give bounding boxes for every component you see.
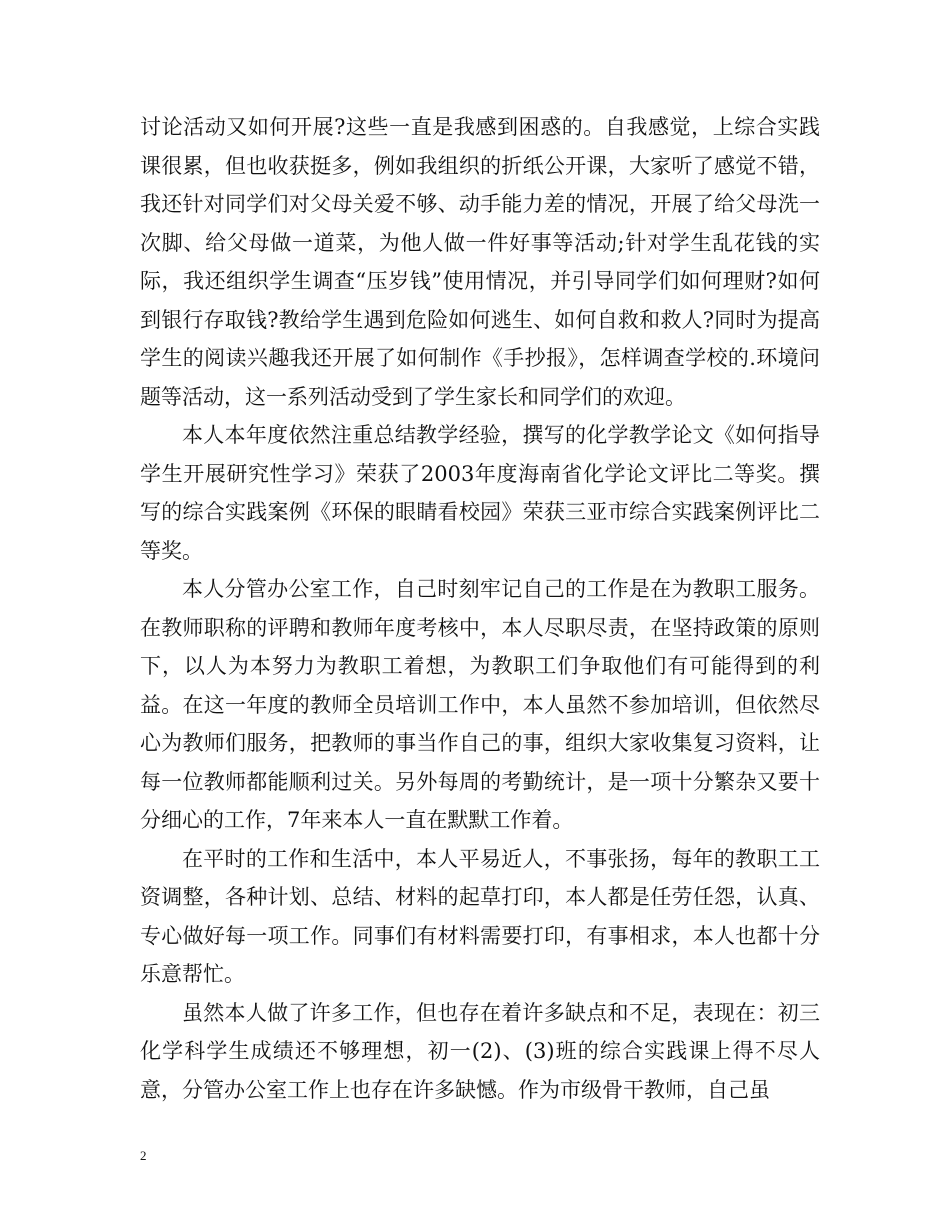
paragraph-shortcomings: 虽然本人做了许多工作，但也存在着许多缺点和不足，表现在：初三化学科学生成绩还不够理想，初一(2)、(3)班的综合实践课上得不尽人意，分管办公室工作上也存在许多缺憾。作为市级骨干教师，自己虽 [140,1000,820,1102]
document-body [140,108,820,1109]
paragraph-activities: 讨论活动又如何开展?这些一直是我感到困惑的。自我感觉，上综合实践课很累，但也收获挺多，例如我组织的折纸公开课，大家听了感觉不错，我还针对同学们对父母关爱不够、动手能力差的情况，开展了给父母洗一次脚、给父母做一道菜，为他人做一件好事等活动;针对学生乱花钱的实际，我还组织学生调查“压岁钱”使用情况，并引导同学们如何理财?如何到银行存取钱?教给学生遇到危险如何逃生、如何自救和救人?同时为提高学生的阅读兴趣我还开展了如何制作《手抄报》，怎样调查学校的.环境问题等活动，这一系列活动受到了学生家长和同学们的欢迎。 [140,115,820,409]
paragraph-teaching-papers: 本人本年度依然注重总结教学经验，撰写的化学教学论文《如何指导学生开展研究性学习》荣获了2003年度海南省化学论文评比二等奖。撰写的综合实践案例《环保的眼睛看校园》荣获三亚市综合实践案例评比二等奖。 [140,423,820,563]
paragraph-daily-conduct: 在平时的工作和生活中，本人平易近人，不事张扬，每年的教职工工资调整，各种计划、总结、材料的起草打印，本人都是任劳任怨，认真、专心做好每一项工作。同事们有材料需要打印，有事相求，本人也都十分乐意帮忙。 [140,846,820,986]
page-number: 2 [140,1148,147,1163]
paragraph-office-work: 本人分管办公室工作，自己时刻牢记自己的工作是在为教职工服务。在教师职称的评聘和教师年度考核中，本人尽职尽责，在坚持政策的原则下，以人为本努力为教职工着想，为教职工们争取他们有可能得到的利益。在这一年度的教师全员培训工作中，本人虽然不参加培训，但依然尽心为教师们服务，把教师的事当作自己的事，组织大家收集复习资料，让每一位教师都能顺利过关。另外每周的考勤统计，是一项十分繁杂又要十分细心的工作，7年来本人一直在默默工作着。 [140,577,820,832]
